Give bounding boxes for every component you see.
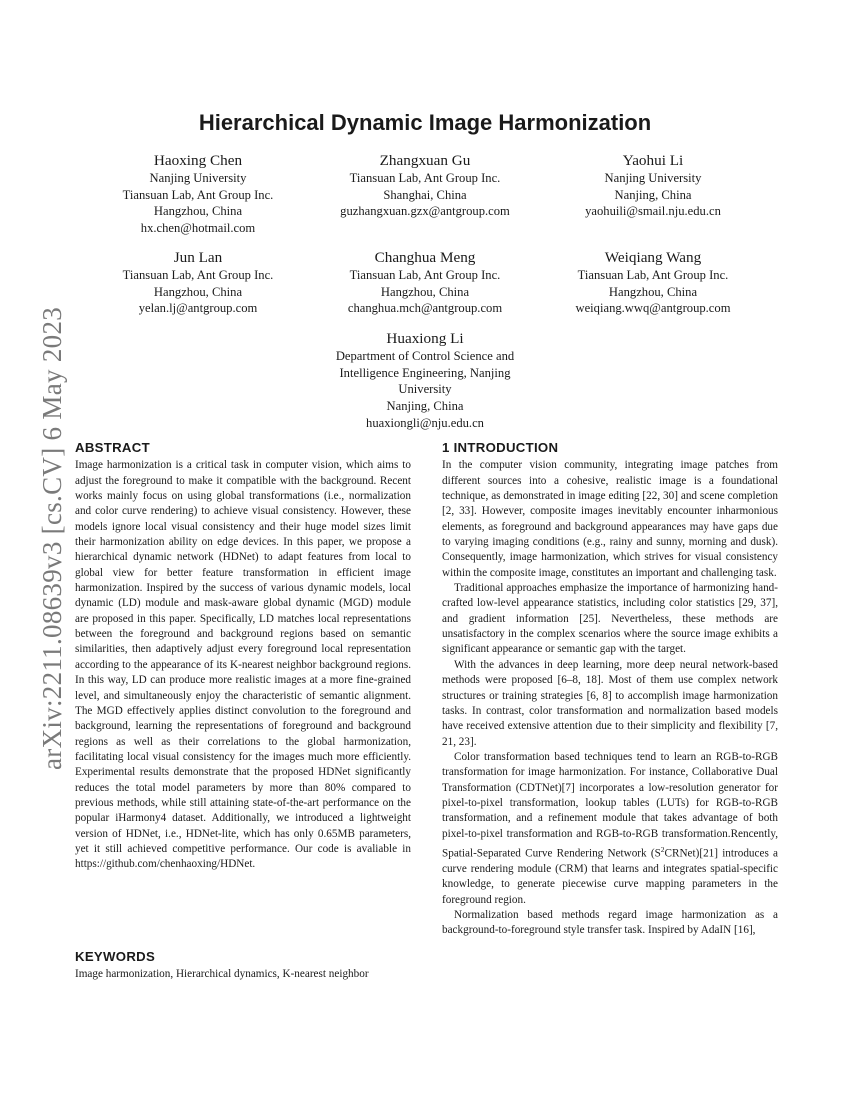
arxiv-identifier: arXiv:2211.08639v3 [cs.CV] 6 May 2023	[37, 306, 67, 770]
author-location: Nanjing, China	[614, 187, 692, 202]
author-email: guzhangxuan.gzx@antgroup.com	[340, 204, 510, 219]
abstract-text: Image harmonization is a critical task in computer vision, which aims to adjust the foreground to make it compatible with the background. Recent works mainly focus on using global transformations (i.e., normalization and color curve rendering) to achieve visual consistency. However, these models ignore local visual consistency and their huge model sizes limit their harmonization ability on edge devices. In this paper, we propose a hierarchical dynamic network (HDNet) to adapt features from local to global view for better feature transformation in efficient image harmonization. Inspired by the success of various dynamic models, local dynamic (LD) module and mask-aware global dynamic (MGD) module are proposed in this paper. Specifically, LD matches local representations between the foreground and background regions based on semantic similarities, then adaptively adjust every foreground local representation according to the appearance of its K-nearest neighbor background regions. In this way, LD can produce more realistic images at a more fine-grained level, and simultaneously enjoy the characteristic of semantic alignment. The MGD effectively applies distinct convolution to the foreground and background, learning the representations of foreground and background regions as well as their correlations to the global harmonization, facilitating local visual consistency for the images much more efficiently. Experimental results demonstrate that the proposed HDNet significantly reduces the total model parameters by more than 80% compared to previous methods, while still attaining state-of-the-art performance on the popular iHarmony4 dataset. Additionally, we introduced a lightweight version of HDNet, i.e., HDNet-lite, which has only 0.65MB parameters, yet it still achieved competitive performance. Our code is avaliable in https://github.com/chenhaoxing/HDNet.	[75, 459, 411, 871]
introduction-section	[442, 440, 778, 939]
author-affiliation: Intelligence Engineering, Nanjing	[339, 365, 511, 380]
keywords-heading: KEYWORDS	[75, 949, 156, 964]
author-name: Changhua Meng	[374, 249, 476, 266]
author-name: Huaxiong Li	[386, 330, 464, 347]
author-block	[310, 329, 540, 432]
intro-paragraph: In the computer vision community, integrating image patches from different sources into a cohesive, realistic image is a foundational technique, as demonstrated in image editing [22, 30] and scene completion [2, 33]. However, composite images inevitably encounter inharmonious elements, as foreground and background appearances may have gaps due to varying imaging conditions (e.g., rainy and sunny, morning and dusk). Consequently, image harmonization, which strives for visual consistency within the composite image, constitutes an important and challenging task.	[442, 459, 778, 579]
arxiv-sidebar	[17, 290, 67, 770]
author-affiliation: Tiansuan Lab, Ant Group Inc.	[577, 268, 729, 282]
intro-paragraph-part: Color transformation based techniques tend to learn an RGB-to-RGB transformation for image harmonization. For instance, Collaborative Dual Transformation (CDTNet)[7] incorporates a low-resolution generator for pixel-to-pixel transformation, lookup tables (LUTs) for RGB-to-RGB transformation, and a refinement module that takes advantage of both pixel-to-pixel transformation and RGB-to-RGB transformation.Rencently, Spatial-Separated Curve Rendering Network (S	[442, 750, 778, 860]
author-email: yaohuili@smail.nju.edu.cn	[585, 204, 721, 219]
intro-paragraph	[442, 750, 778, 908]
author-email: weiqiang.wwq@antgroup.com	[575, 301, 731, 316]
author-email: changhua.mch@antgroup.com	[347, 301, 503, 316]
author-block	[538, 248, 768, 317]
author-affiliation: Nanjing University	[149, 171, 247, 185]
abstract-heading: ABSTRACT	[75, 440, 150, 455]
intro-paragraph: Normalization based methods regard image harmonization as a background-to-foreground style transfer task. Inspired by AdaIN [16],	[442, 909, 778, 937]
author-affiliation: Department of Control Science and	[335, 349, 515, 363]
paper-title: Hierarchical Dynamic Image Harmonization	[198, 110, 652, 135]
author-email: yelan.lj@antgroup.com	[138, 301, 258, 316]
author-name: Zhangxuan Gu	[379, 152, 471, 169]
author-block	[310, 151, 540, 220]
author-affiliation: Nanjing University	[604, 171, 702, 185]
author-block	[538, 151, 768, 220]
author-email: huaxiongli@nju.edu.cn	[366, 415, 484, 430]
author-name: Haoxing Chen	[153, 152, 243, 169]
author-affiliation: Tiansuan Lab, Ant Group Inc.	[122, 187, 274, 202]
author-location: Hangzhou, China	[380, 284, 470, 299]
author-location: Nanjing, China	[386, 399, 464, 414]
author-email: hx.chen@hotmail.com	[140, 221, 256, 236]
author-name: Jun Lan	[173, 249, 223, 266]
author-block	[83, 151, 313, 237]
intro-paragraph: Traditional approaches emphasize the importance of harmonizing hand-crafted low-level appearance statistics, including color statistics [29, 37], and gradient information [25]. Nevertheless, these methods are unsatisfactory in the complex scenarios where the source image exhibits a significant appearance or semantic gap with the target.	[442, 582, 778, 656]
author-location: Shanghai, China	[383, 187, 467, 202]
intro-paragraph-part: CRNet)[21] introduces a curve rendering module (CRM) that learns and integrates spatial-specific knowledge, to generate piecewise curve mapping parameters in the foreground region.	[442, 847, 778, 906]
introduction-heading: 1 INTRODUCTION	[442, 440, 559, 455]
author-location: Hangzhou, China	[153, 204, 243, 219]
author-name: Weiqiang Wang	[604, 249, 702, 266]
author-affiliation: Tiansuan Lab, Ant Group Inc.	[349, 171, 501, 185]
author-block	[310, 248, 540, 317]
author-name: Yaohui Li	[622, 152, 684, 169]
author-affiliation: Tiansuan Lab, Ant Group Inc.	[122, 268, 274, 282]
author-block	[83, 248, 313, 317]
intro-paragraph: With the advances in deep learning, more deep neural network-based methods were proposed [6–8, 18]. Most of them use complex network structures or training strategies [6, 8] to accomplish image harmonization tasks. In contrast, color transformation and normalization based models have received extensive attention due to their simplicity and flexibility [7, 21, 23].	[442, 658, 778, 748]
keywords-section	[75, 949, 415, 983]
abstract-section	[75, 440, 411, 873]
keywords-text: Image harmonization, Hierarchical dynamics, K-nearest neighbor	[75, 968, 369, 981]
author-location: Hangzhou, China	[608, 284, 698, 299]
author-affiliation: University	[398, 382, 452, 397]
author-affiliation: Tiansuan Lab, Ant Group Inc.	[349, 268, 501, 282]
superscript: 2	[660, 844, 665, 854]
author-location: Hangzhou, China	[153, 284, 243, 299]
